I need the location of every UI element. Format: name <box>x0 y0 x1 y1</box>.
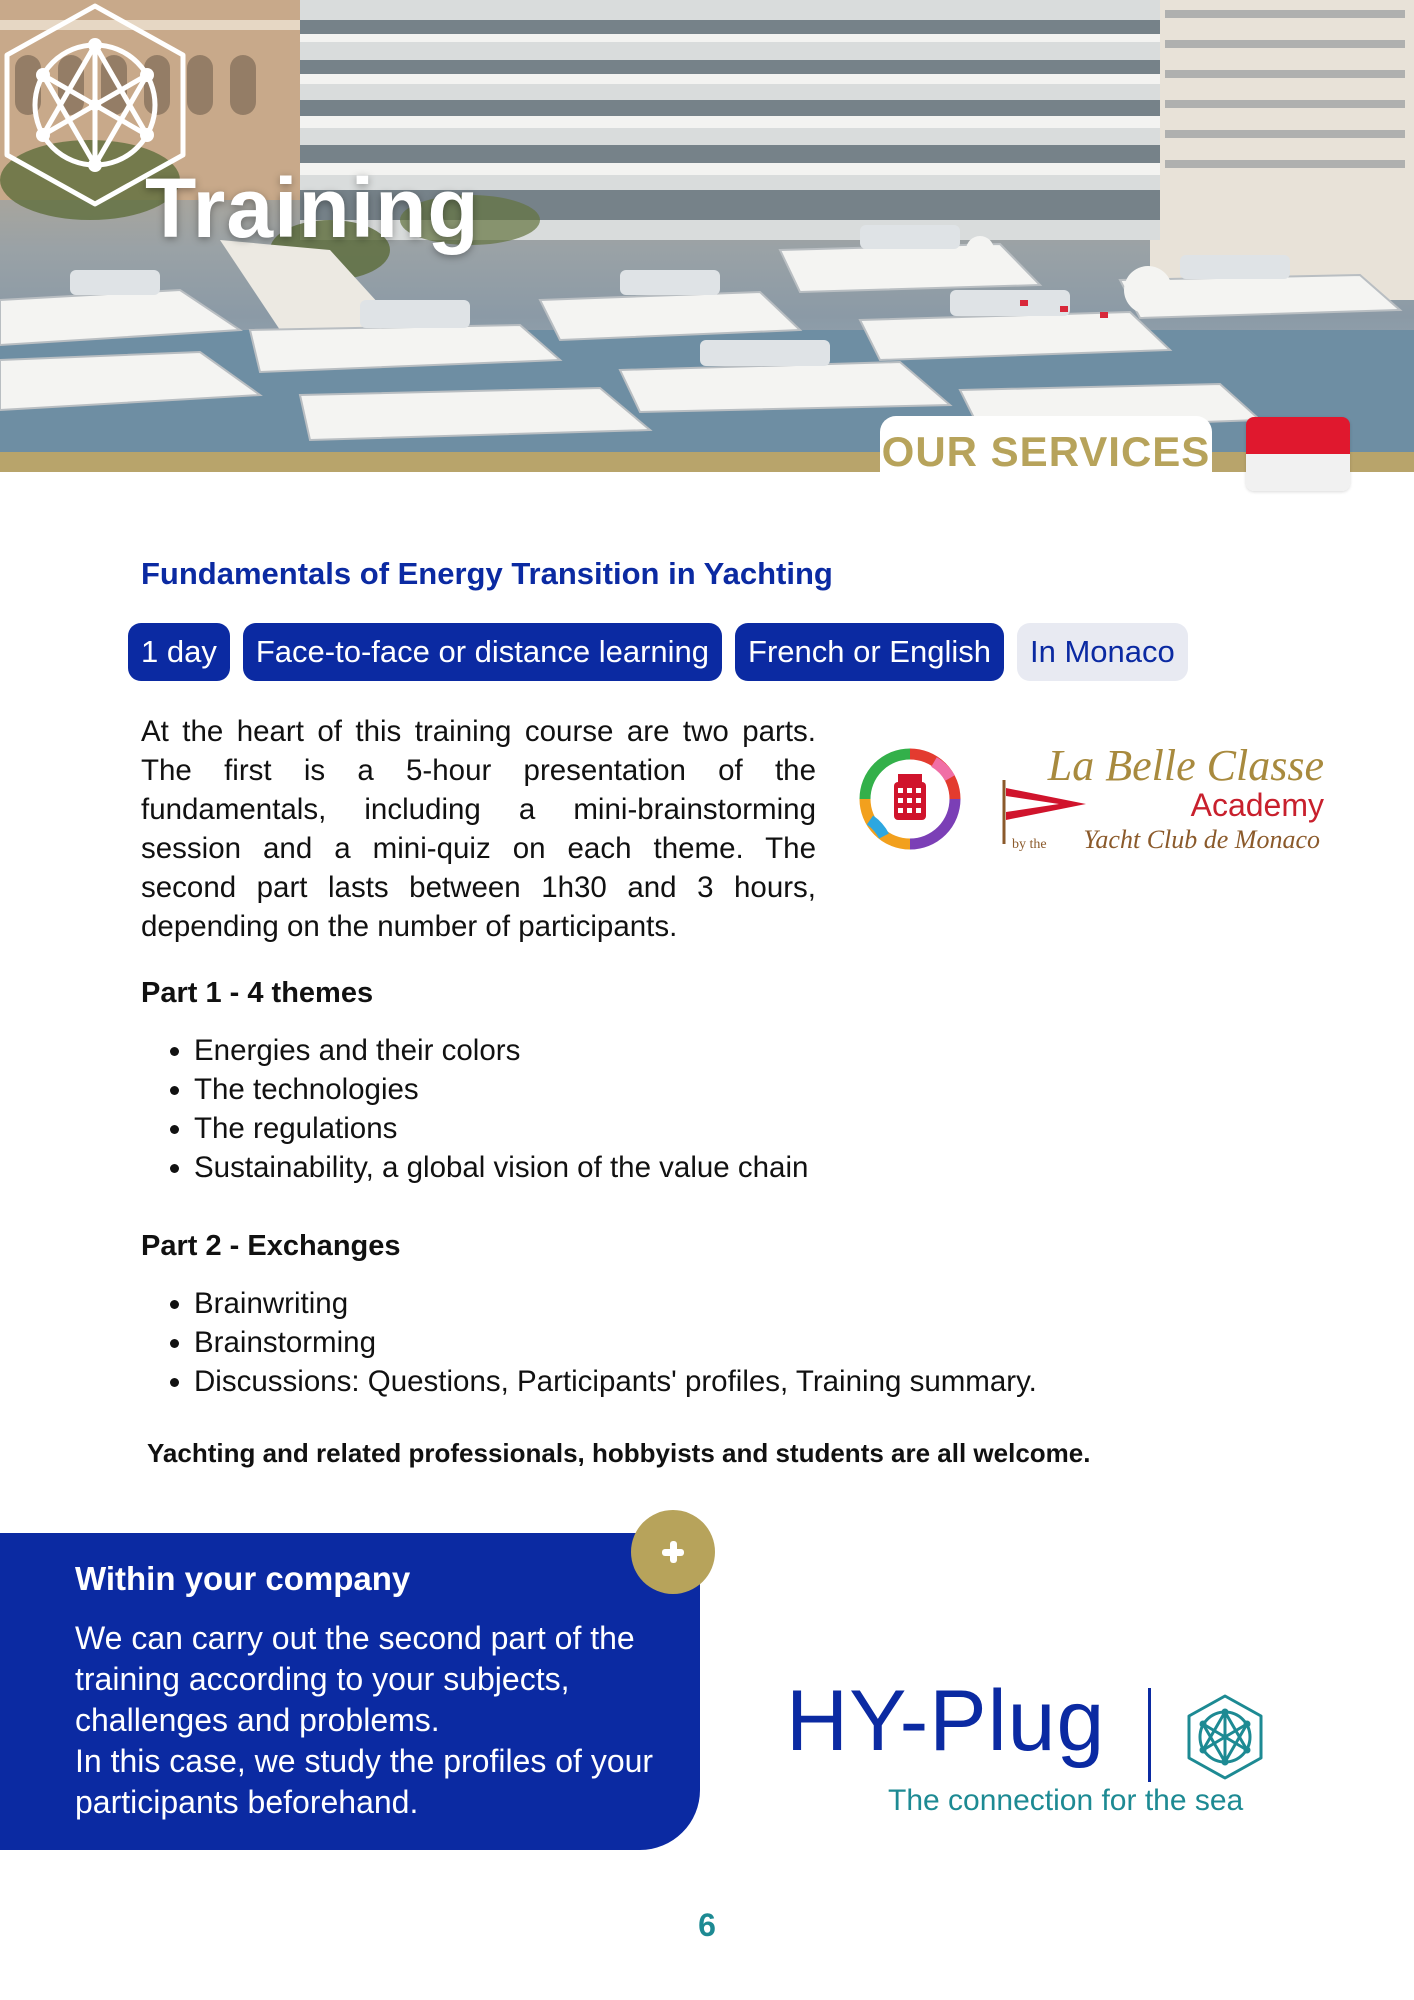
course-tags <box>128 623 1188 681</box>
course-title: Fundamentals of Energy Transition in Yachting <box>141 556 833 591</box>
section-label: OUR SERVICES <box>881 428 1211 475</box>
list-item: • The regulations <box>194 1109 808 1148</box>
monaco-flag-icon <box>1246 417 1350 491</box>
duration-tag: 1 day <box>128 623 230 681</box>
part2-heading: Part 2 - Exchanges <box>141 1230 401 1262</box>
services-tab <box>880 416 1212 478</box>
list-item: • Energies and their colors <box>194 1031 808 1070</box>
hero-banner <box>0 0 1414 452</box>
course-intro: At the heart of this training course are two parts. The first is a 5-hour presentation of the fundamentals, including a mini-brainstorming session and a mini-quiz on each theme. The second part lasts between 1h30 and 3 hours, depending on the number of participants. <box>141 715 816 943</box>
brand-divider <box>1148 1688 1151 1782</box>
brand-tagline: The connection for the sea <box>888 1784 1244 1817</box>
format-tag: Face-to-face or distance learning <box>243 623 722 681</box>
la-belle-classe-academy-logo <box>854 740 1329 860</box>
brand-hex-icon <box>1185 1693 1265 1781</box>
company-callout <box>0 1533 700 1850</box>
callout-paragraph: In this case, we study the profiles of your participants beforehand. <box>75 1743 654 1820</box>
brand-logo-text: HY-Plug <box>786 1673 1106 1769</box>
academy-subtitle: Academy <box>1190 787 1324 823</box>
callout-paragraph: We can carry out the second part of the training according to your subjects, challenges and problems. <box>75 1620 635 1738</box>
location-tag: In Monaco <box>1017 623 1188 681</box>
flag-red-stripe <box>1246 417 1350 454</box>
page-number: 6 <box>698 1907 716 1943</box>
list-item: • The technologies <box>194 1070 808 1109</box>
callout-body <box>75 1618 685 1823</box>
academy-byline-prefix: by the <box>1012 837 1047 852</box>
hy-plug-hex-icon <box>0 0 190 210</box>
part1-heading: Part 1 - 4 themes <box>141 977 374 1009</box>
flag-white-stripe <box>1246 454 1350 491</box>
part1-list <box>164 1031 808 1187</box>
list-item: • Brainstorming <box>194 1323 1037 1362</box>
academy-byline: Yacht Club de Monaco <box>1083 825 1320 854</box>
plus-icon <box>631 1510 715 1594</box>
list-item: • Brainwriting <box>194 1284 1037 1323</box>
language-tag: French or English <box>735 623 1004 681</box>
list-item: • Discussions: Questions, Participants' profiles, Training summary. <box>194 1362 1037 1401</box>
academy-emblem-icon <box>858 746 962 852</box>
page-title: Training <box>145 161 480 255</box>
list-item: • Sustainability, a global vision of the value chain <box>194 1148 808 1187</box>
audience-note: Yachting and related professionals, hobbyists and students are all welcome. <box>147 1438 1091 1468</box>
part2-list <box>164 1284 1037 1401</box>
callout-title: Within your company <box>75 1560 411 1597</box>
academy-name: La Belle Classe <box>1047 741 1324 790</box>
